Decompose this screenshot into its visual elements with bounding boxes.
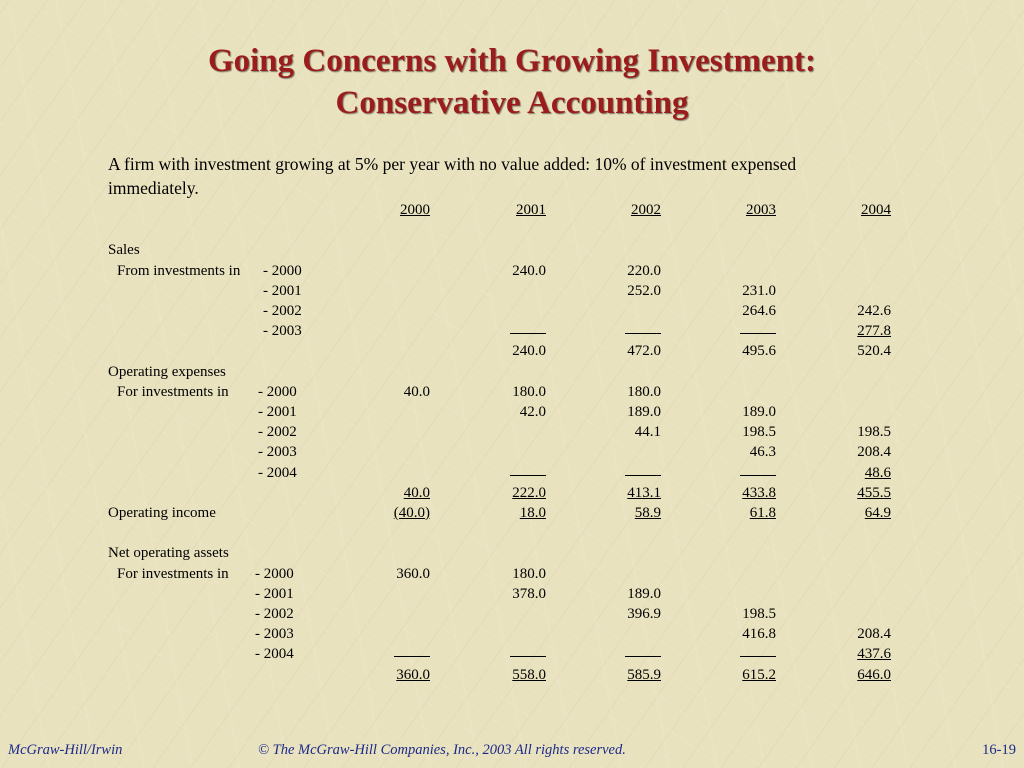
cell-value: 189.0 bbox=[742, 404, 776, 420]
cell-value: 252.0 bbox=[627, 282, 661, 299]
row-year-label: - 2004 bbox=[258, 464, 297, 481]
cell-value: 240.0 bbox=[512, 262, 546, 279]
year-header: 2003 bbox=[746, 202, 776, 218]
year-header: 2002 bbox=[631, 202, 661, 218]
subtotal-rule bbox=[360, 642, 430, 663]
subtotal-rule bbox=[476, 642, 546, 663]
operating-income-value: 61.8 bbox=[749, 505, 776, 521]
total-value: 222.0 bbox=[512, 484, 546, 501]
row-year-label: - 2003 bbox=[263, 323, 302, 340]
subtotal-rule bbox=[591, 461, 661, 482]
section-heading: Sales bbox=[108, 242, 140, 259]
row-year-label: - 2002 bbox=[263, 303, 302, 319]
total-value: 40.0 bbox=[403, 484, 430, 501]
cell-value: 208.4 bbox=[857, 444, 891, 461]
subtotal-rule bbox=[706, 319, 776, 340]
row-prefix: From investments in bbox=[117, 262, 241, 279]
cell-value: 42.0 bbox=[519, 404, 546, 420]
cell-value: 264.6 bbox=[742, 303, 776, 319]
cell-value: 208.4 bbox=[857, 626, 891, 643]
cell-value: 198.5 bbox=[742, 606, 776, 622]
total-value: 495.6 bbox=[742, 343, 776, 360]
footer-publisher: McGraw-Hill/Irwin bbox=[8, 742, 123, 758]
cell-value: 220.0 bbox=[627, 262, 661, 279]
operating-income-value: (40.0) bbox=[393, 505, 430, 521]
operating-income-value: 58.9 bbox=[634, 505, 661, 521]
section-heading: Operating expenses bbox=[108, 363, 226, 380]
cell-value: 40.0 bbox=[403, 383, 430, 400]
cell-value: 277.8 bbox=[857, 323, 891, 340]
footer-copyright: © The McGraw-Hill Companies, Inc., 2003 All rights reserved. bbox=[258, 742, 626, 758]
row-prefix: For investments in bbox=[117, 565, 229, 582]
cell-value: 416.8 bbox=[742, 626, 776, 643]
subtotal-rule bbox=[706, 642, 776, 663]
cell-value: 360.0 bbox=[396, 565, 430, 582]
cell-value: 198.5 bbox=[857, 424, 891, 441]
slide-title-line1: Going Concerns with Growing Investment: bbox=[207, 43, 817, 79]
row-year-label: - 2003 bbox=[255, 626, 294, 643]
operating-income-value: 64.9 bbox=[864, 505, 891, 521]
total-value: 413.1 bbox=[627, 484, 661, 501]
subtotal-rule bbox=[476, 461, 546, 482]
subtotal-rule bbox=[706, 461, 776, 482]
cell-value: 44.1 bbox=[634, 424, 661, 441]
row-year-label: - 2001 bbox=[255, 585, 294, 602]
row-year-label: - 2000 bbox=[255, 565, 294, 582]
cell-value: 437.6 bbox=[857, 646, 891, 663]
cell-value: 378.0 bbox=[512, 585, 546, 602]
subtotal-rule bbox=[591, 319, 661, 340]
subtotal-rule bbox=[591, 642, 661, 663]
footer-page-number: 16-19 bbox=[982, 742, 1016, 758]
total-value: 520.4 bbox=[857, 343, 891, 360]
year-header: 2001 bbox=[516, 202, 546, 218]
row-prefix: For investments in bbox=[117, 383, 229, 400]
row-year-label: - 2000 bbox=[258, 383, 297, 400]
intro-text: A firm with investment growing at 5% per year with no value added: 10% of investment expensed immediately. bbox=[108, 154, 797, 198]
row-year-label: - 2003 bbox=[258, 444, 297, 461]
row-year-label: - 2000 bbox=[263, 262, 302, 279]
row-year-label: - 2001 bbox=[263, 282, 302, 299]
year-header: 2004 bbox=[861, 202, 891, 218]
section-heading: Net operating assets bbox=[108, 545, 229, 562]
subtotal-rule bbox=[476, 319, 546, 340]
row-year-label: - 2001 bbox=[258, 404, 297, 420]
total-value: 558.0 bbox=[512, 666, 546, 683]
operating-income-label: Operating income bbox=[108, 505, 216, 521]
cell-value: 242.6 bbox=[857, 303, 891, 319]
total-value: 615.2 bbox=[742, 666, 776, 683]
cell-value: 396.9 bbox=[627, 606, 661, 622]
year-header: 2000 bbox=[400, 202, 430, 218]
cell-value: 189.0 bbox=[627, 404, 661, 420]
cell-value: 189.0 bbox=[627, 585, 661, 602]
row-year-label: - 2004 bbox=[255, 646, 294, 663]
total-value: 360.0 bbox=[396, 666, 430, 683]
cell-value: 198.5 bbox=[742, 424, 776, 441]
total-value: 433.8 bbox=[742, 484, 776, 501]
total-value: 646.0 bbox=[857, 666, 891, 683]
cell-value: 180.0 bbox=[512, 383, 546, 400]
total-value: 585.9 bbox=[627, 666, 661, 683]
row-year-label: - 2002 bbox=[258, 424, 297, 441]
cell-value: 231.0 bbox=[742, 282, 776, 299]
cell-value: 46.3 bbox=[749, 444, 776, 461]
cell-value: 48.6 bbox=[864, 464, 891, 481]
row-year-label: - 2002 bbox=[255, 606, 294, 622]
cell-value: 180.0 bbox=[512, 565, 546, 582]
total-value: 472.0 bbox=[627, 343, 661, 360]
total-value: 455.5 bbox=[857, 484, 891, 501]
total-value: 240.0 bbox=[512, 343, 546, 360]
operating-income-value: 18.0 bbox=[519, 505, 546, 521]
slide-title-line2: Conservative Accounting bbox=[335, 85, 689, 121]
cell-value: 180.0 bbox=[627, 383, 661, 400]
